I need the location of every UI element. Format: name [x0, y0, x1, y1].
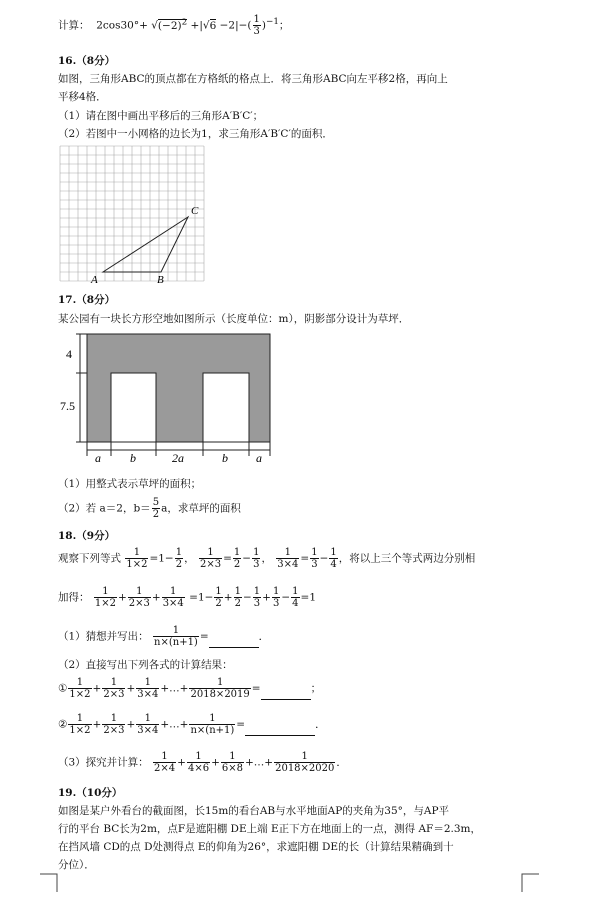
- radicand-exponent: 2: [181, 17, 188, 27]
- q18-item2: ② $\frac{1}{1\times 2}$ + $\frac{1}{2\times 3}$ + $\frac{1}{3\times 4}$ +…+ $\frac{1}{n\times(n+1)}$ = ．: [58, 713, 326, 736]
- calc-fraction: [253, 14, 261, 37]
- frac-den: 3: [253, 26, 260, 37]
- bottom-label-4: b: [222, 451, 228, 464]
- calc-label: 计算：: [58, 19, 90, 32]
- frac-1-23: $\frac{1}{2\times 3}$: [199, 547, 222, 570]
- q19-heading: 19.（10分）: [58, 787, 123, 799]
- corner-mark-left: [40, 872, 60, 892]
- q18-sub1-label: （1）猜想并写出：: [58, 630, 149, 643]
- answer-blank-1: [209, 637, 259, 648]
- q18-add-line: 加得： $\frac{1}{1\times 2}$ + $\frac{1}{2\times 3}$ + $\frac{1}{3\times 4}$ =1− $\frac{1}{2}$ + $\frac{1}{2}$ − $\frac{1}{3}$ + $\frac{1}{3}$ − $\frac{1}{4}$ =1: [58, 586, 317, 609]
- q18-sub2: （2）直接写出下列各式的计算结果：: [58, 659, 233, 671]
- frac-1-34: $\frac{1}{3\times 4}$: [277, 547, 299, 570]
- calc-expression: [58, 14, 289, 37]
- q19-line1: 如图是某户外看台的截面图，长15m的看台AB与水平地面AP的夹角为35°，与AP平: [58, 805, 450, 817]
- q18-sub3-label: （3）探究并计算：: [58, 756, 149, 769]
- corner-mark-right: [519, 872, 539, 892]
- grid-lines: [60, 146, 204, 281]
- q17-text: 某公园有一块长方形空地如图所示（长度单位：m），阴影部分设计为草坪．: [58, 313, 410, 325]
- item1-marker: ①: [58, 682, 68, 695]
- q18-sub3: （3）探究并计算： $\frac{1}{2\times 4}$ + $\frac{1}{4\times 6}$ + $\frac{1}{6\times 8}$ +…+ $\frac{1}{2018\times 2020}$ ．: [58, 751, 347, 774]
- q17-frac: [152, 497, 160, 520]
- answer-blank-2: [261, 689, 311, 700]
- q17-park-figure: [58, 330, 278, 464]
- q17-sub1: （1）用整式表示草坪的面积；: [58, 478, 202, 490]
- q17-frac-den: 2: [152, 509, 160, 520]
- calc-part-a: 2cos30°+: [96, 19, 148, 32]
- q16-sub1: （1）请在图中画出平移后的三角形A′B′C′；: [58, 110, 264, 122]
- bottom-label-5: a: [256, 451, 262, 464]
- label-a: A: [91, 274, 98, 286]
- white-path-2: [203, 373, 249, 442]
- calc-end: ；: [278, 19, 290, 32]
- q18-item1: ① $\frac{1}{1\times 2}$ + $\frac{1}{2\times 3}$ + $\frac{1}{3\times 4}$ +…+ $\frac{1}{2018\times 2019}$ = ；: [58, 677, 322, 700]
- q17-frac-num: 5: [152, 497, 160, 508]
- q16-text1: 如图，三角形ABC的顶点都在方格纸的格点上．将三角形ABC向左平移2格，再向上: [58, 73, 448, 85]
- paren-left: (: [247, 19, 252, 32]
- q18-heading: 18.（9分）: [58, 530, 116, 542]
- label-c: C: [191, 205, 199, 217]
- q19-line4: 分位）．: [58, 859, 95, 871]
- q18-observe-end: ，将以上三个等式两边分别相: [338, 552, 476, 565]
- answer-blank-3: [245, 725, 315, 736]
- q18-sub1: （1）猜想并写出： $\frac{1}{n\times(n+1)}$ = ．: [58, 625, 270, 648]
- calc-part-b: +|: [190, 19, 203, 32]
- dim-top: 4: [66, 347, 72, 361]
- q16-heading: 16.（8分）: [58, 55, 116, 67]
- calc-exponent: −1: [266, 17, 279, 27]
- bottom-label-2: b: [130, 451, 136, 464]
- sqrt-symbol-2: √: [202, 19, 210, 32]
- q18-add: 加得：: [58, 591, 90, 604]
- bottom-label-1: a: [95, 451, 101, 464]
- frac-num: 1: [253, 14, 260, 25]
- white-path-1: [111, 373, 156, 442]
- calc-part-c: −2|−: [219, 19, 248, 32]
- q16-grid-figure: [57, 144, 209, 288]
- label-b: B: [157, 274, 164, 286]
- q17-heading: 17.（8分）: [58, 294, 116, 306]
- frac-1-12: $\frac{1}{1\times 2}$: [126, 547, 148, 570]
- dim-mid: 7.5: [60, 399, 75, 413]
- q17-sub2: [58, 497, 241, 520]
- sqrt-symbol: √: [151, 19, 158, 32]
- triangle-abc: [103, 217, 188, 272]
- q16-sub2: （2）若图中一小网格的边长为1，求三角形A′B′C′的面积．: [58, 128, 333, 140]
- radicand: [158, 19, 187, 32]
- radicand-2: 6: [209, 19, 217, 32]
- q18-observe: 观察下列等式: [58, 552, 121, 565]
- item2-marker: ②: [58, 718, 68, 731]
- q18-observe-line: 观察下列等式 $\frac{1}{1\times 2}$ =1− $\frac{1}{2}$ ， $\frac{1}{2\times 3}$ = $\frac{1}{2}$ − $\frac{1}{3}$ ， $\frac{1}{3\times 4}$ = $\frac{1}{3}$ − $\frac{1}{4}$ ，将以上三个等式两边分别相: [58, 547, 476, 570]
- paren-right: ): [261, 19, 267, 32]
- q17-sub2-b: a，求草坪的面积: [161, 502, 241, 515]
- bottom-label-3: 2a: [172, 451, 184, 464]
- radicand-text: (−2): [157, 19, 182, 32]
- q17-sub2-a: （2）若 a＝2，b＝: [58, 502, 151, 515]
- q19-line2: 行的平台 BC长为2m，点F是遮阳棚 DE上端 E正下方在地面上的一点，测得 AF＝2.3m，: [58, 823, 481, 835]
- q16-text2: 平移4格．: [58, 91, 107, 103]
- q19-line3: 在挡风墙 CD的点 D处测得点 E的仰角为26°，求遮阳棚 DE的长（计算结果精确到十: [58, 841, 454, 853]
